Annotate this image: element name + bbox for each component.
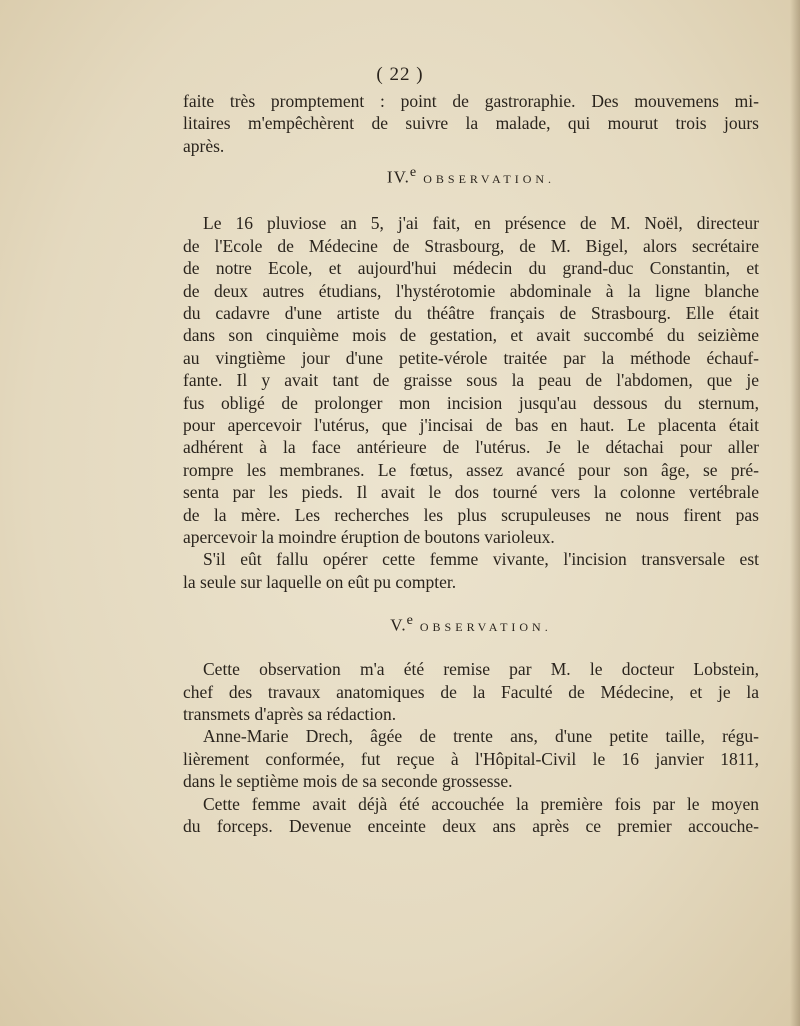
- text-line: Cette femme avait déjà été accouchée la première fois par le moyen: [203, 793, 759, 814]
- heading-superscript: e: [406, 612, 414, 629]
- observation-v-intro: [183, 658, 759, 725]
- text-line: dans son cinquième mois de gestation, et avait succombé du seizième: [183, 325, 759, 346]
- heading-numeral: V.: [390, 615, 407, 635]
- text-line: fante. Il y avait tant de graisse sous la peau de l'abdomen, que je: [183, 370, 759, 391]
- text-line: chef des travaux anatomiques de la Faculté de Médecine, et je la: [183, 681, 759, 702]
- text-line: au vingtième jour d'une petite-vérole traitée par la méthode échauf-: [183, 347, 759, 368]
- observation-iv-paragraph: [183, 212, 759, 548]
- text-line: de notre Ecole, et aujourd'hui médecin du grand-duc Constantin, et: [183, 258, 759, 279]
- text-line: après.: [183, 135, 225, 156]
- text-line: Anne-Marie Drech, âgée de trente ans, d'une petite taille, régu-: [203, 726, 759, 747]
- text-line: du cadavre d'une artiste du théâtre français de Strasbourg. Elle était: [183, 302, 759, 323]
- heading-word: OBSERVATION.: [423, 171, 556, 186]
- text-line: S'il eût fallu opérer cette femme vivante, l'incision transversale est: [203, 549, 759, 570]
- observation-v-history: [183, 793, 759, 838]
- page-edge-shadow: [790, 0, 800, 1026]
- text-line: du forceps. Devenue enceinte deux ans après ce premier accouche-: [183, 816, 759, 837]
- text-line: de la mère. Les recherches les plus scrupuleuses ne nous firent pas: [183, 504, 759, 525]
- page-number: ( 22 ): [376, 64, 424, 85]
- text-line: dans le septième mois de sa seconde grossesse.: [183, 771, 513, 792]
- body-text: [183, 90, 759, 838]
- observation-v-patient: [183, 725, 759, 792]
- text-line: Cette observation m'a été remise par M. le docteur Lobstein,: [203, 659, 759, 680]
- observation-iv-conclusion: [183, 548, 759, 593]
- text-line: faite très promptement : point de gastroraphie. Des mouvemens mi-: [183, 91, 759, 111]
- paragraph-continuation: [183, 90, 759, 157]
- text-line: de l'Ecole de Médecine de Strasbourg, de M. Bigel, alors secrétaire: [183, 235, 759, 256]
- text-line: senta par les pieds. Il avait le dos tourné vers la colonne vertébrale: [183, 482, 759, 503]
- text-line: pour apercevoir l'utérus, que j'incisai de bas en haut. Le placenta était: [183, 414, 759, 435]
- text-line: litaires m'empêchèrent de suivre la malade, qui mourut trois jours: [183, 113, 759, 134]
- text-line: apercevoir la moindre éruption de boutons varioleux.: [183, 526, 555, 547]
- text-line: la seule sur laquelle on eût pu compter.: [183, 571, 457, 592]
- text-line: lièrement conformée, fut reçue à l'Hôpital-Civil le 16 janvier 1811,: [183, 748, 759, 769]
- section-heading-v: [183, 609, 759, 638]
- heading-word: OBSERVATION.: [419, 619, 552, 634]
- text-line: de deux autres étudians, l'hystérotomie abdominale à la ligne blanche: [183, 280, 759, 301]
- text-line: rompre les membranes. Le fœtus, assez avancé pour son âge, se pré-: [183, 459, 759, 480]
- text-line: transmets d'après sa rédaction.: [183, 704, 397, 725]
- text-line: Le 16 pluviose an 5, j'ai fait, en présence de M. Noël, directeur: [203, 213, 759, 234]
- text-line: adhérent à la face antérieure de l'utérus. Je le détachai pour aller: [183, 437, 759, 458]
- heading-numeral: IV.: [386, 167, 410, 187]
- text-line: fus obligé de prolonger mon incision jusqu'au dessous du sternum,: [183, 392, 759, 413]
- heading-superscript: e: [409, 164, 418, 181]
- section-heading-iv: [183, 161, 759, 190]
